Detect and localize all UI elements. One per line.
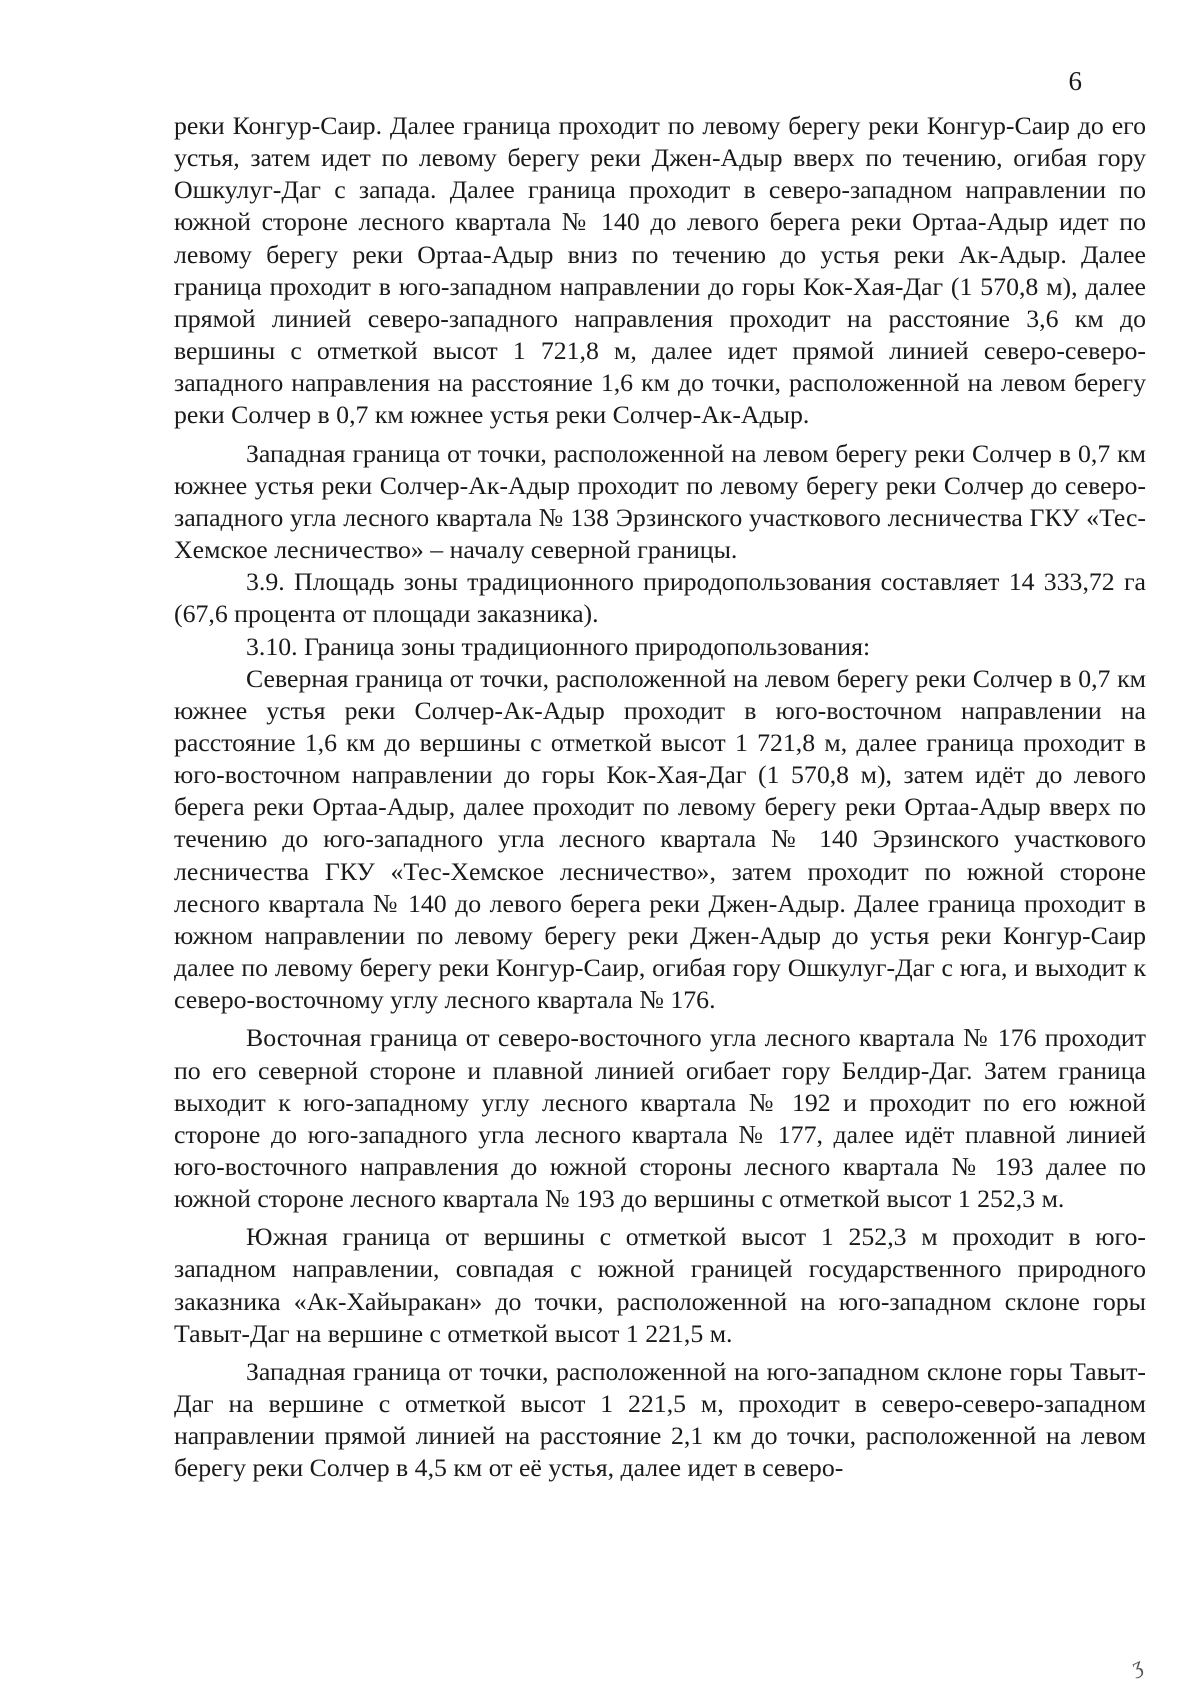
paragraph-section-3-9: 3.9. Площадь зоны традиционного природопользования составляет 14 333,72 га (67,6 процента от площади заказника). xyxy=(174,567,1146,629)
paragraph-west-boundary: Западная граница от точки, расположенной на левом берегу реки Солчер в 0,7 км южнее устья реки Солчер-Ак-Адыр проходит по левому берегу реки Солчер до северо-западного угла лесного квартала № 138 Эрзинского участкового лесничества ГКУ «Тес-Хемское лесничество» – началу северной границы. xyxy=(174,438,1146,565)
paragraph-north-boundary-continuation: реки Конгур-Саир. Далее граница проходит по левому берегу реки Конгур-Саир до его устья, затем идет по левому берегу реки Джен-Адыр вверх по течению, огибая гору Ошкулуг-Даг с запада. Далее граница проходит в северо-западном направлении по южной стороне лесного квартала № 140 до левого берега реки Ортаа-Адыр идет по левому берегу реки Ортаа-Адыр вниз по течению до устья реки Ак-Адыр. Далее граница проходит в юго-западном направлении до горы Кок-Хая-Даг (1 570,8 м), далее прямой линией северо-западного направления проходит на расстояние 3,6 км до вершины с отметкой высот 1 721,8 м, далее идет прямой линией северо-северо-западного направления на расстояние 1,6 км до точки, расположенной на левом берегу реки Солчер в 0,7 км южнее устья реки Солчер-Ак-Адыр. xyxy=(174,111,1146,430)
handwritten-corner-mark: ʒ xyxy=(1127,1652,1147,1679)
document-body xyxy=(174,110,1146,1485)
paragraph-traditional-zone-east-boundary: Восточная граница от северо-восточного угла лесного квартала № 176 проходит по его северной стороне и плавной линией огибает гору Белдир-Даг. Затем граница выходит к юго-западному углу лесного квартала № 192 и проходит по его южной стороне до юго-западного угла лесного квартала № 177, далее идёт плавной линией юго-восточного направления до южной стороны лесного квартала № 193 далее по южной стороне лесного квартала № 193 до вершины с отметкой высот 1 252,3 м. xyxy=(174,1023,1146,1214)
paragraph-section-3-10-heading: 3.10. Граница зоны традиционного природопользования: xyxy=(246,631,871,661)
paragraph-traditional-zone-south-boundary: Южная граница от вершины с отметкой высот 1 252,3 м проходит в юго-западном направлении, совпадая с южной границей государственного природного заказника «Ак-Хайыракан» до точки, расположенной на юго-западном склоне горы Тавыт-Даг на вершине с отметкой высот 1 221,5 м. xyxy=(174,1222,1146,1348)
paragraph-traditional-zone-west-boundary: Западная граница от точки, расположенной на юго-западном склоне горы Тавыт-Даг на вершине с отметкой высот 1 221,5 м, проходит в северо-северо-западном направлении прямой линией на расстояние 2,1 км до точки, расположенной на левом берегу реки Солчер в 4,5 км от её устья, далее идет в северо- xyxy=(174,1356,1146,1483)
page-number: 6 xyxy=(1068,66,1082,96)
paragraph-traditional-zone-north-boundary: Северная граница от точки, расположенной на левом берегу реки Солчер в 0,7 км южнее устья реки Солчер-Ак-Адыр проходит в юго-восточном направлении на расстояние 1,6 км до вершины с отметкой высот 1 721,8 м, далее граница проходит в юго-восточном направлении до горы Кок-Хая-Даг (1 570,8 м), затем идёт до левого берега реки Ортаа-Адыр, далее проходит по левому берегу реки Ортаа-Адыр вверх по течению до юго-западного угла лесного квартала № 140 Эрзинского участкового лесничества ГКУ «Тес-Хемское лесничество», затем проходит по южной стороне лесного квартала № 140 до левого берега реки Джен-Адыр. Далее граница проходит в южном направлении по левому берегу реки Джен-Адыр до устья реки Конгур-Саир далее по левому берегу реки Конгур-Саир, огибая гору Ошкулуг-Даг с юга, и выходит к северо-восточному углу лесного квартала № 176. xyxy=(174,663,1146,1015)
